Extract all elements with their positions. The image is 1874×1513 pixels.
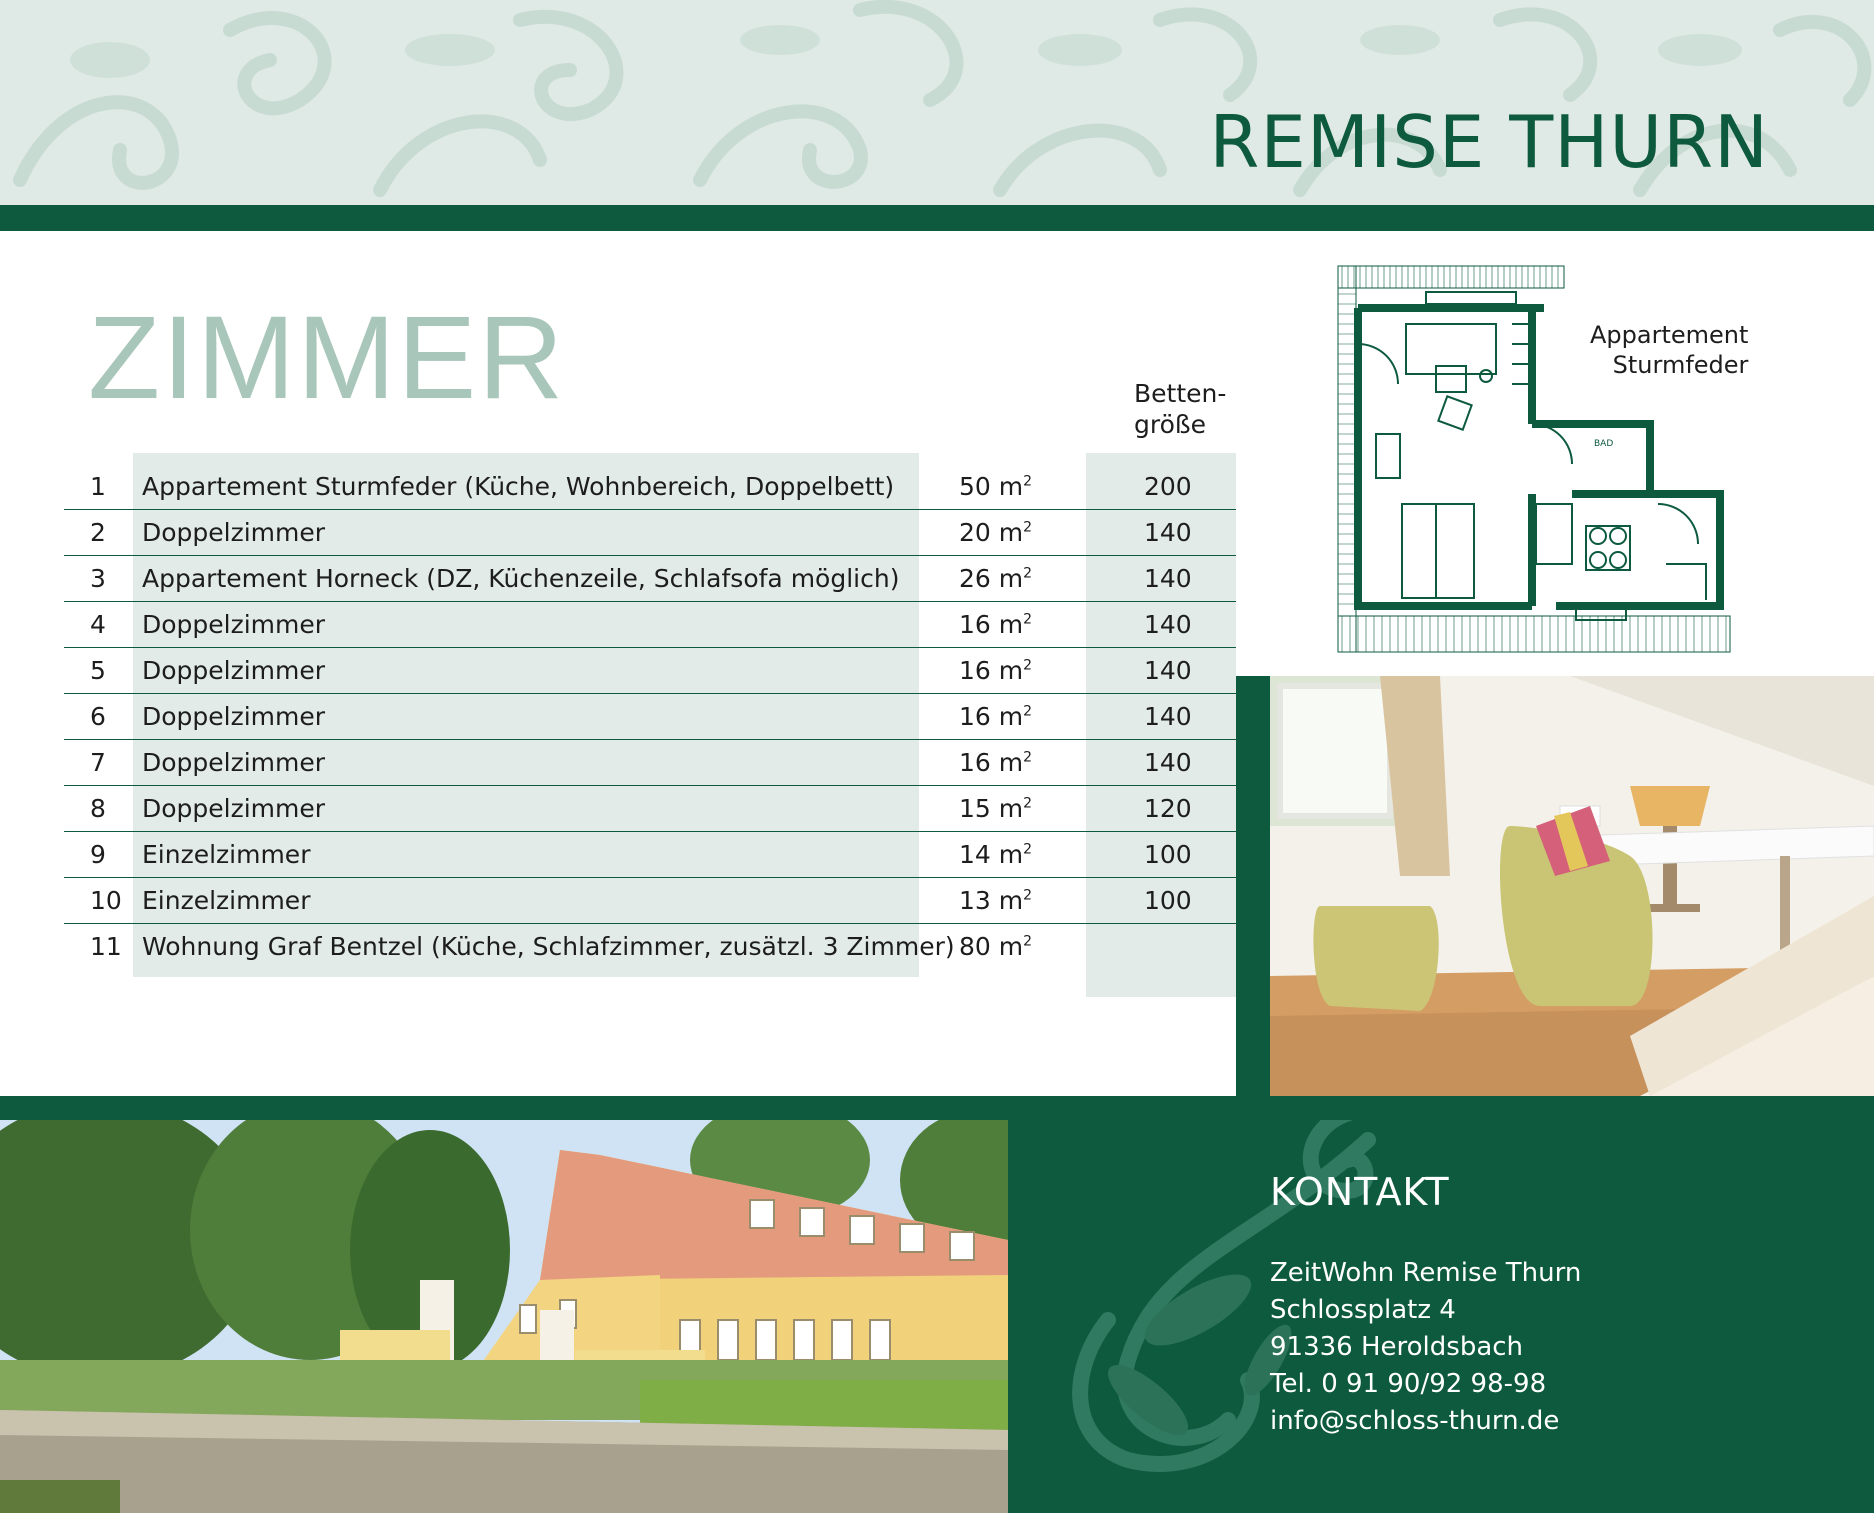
table-row [64,739,1236,786]
bed-size-text: 140 [1144,610,1192,639]
table-row [64,555,1236,602]
room-size [959,932,1032,961]
room-photo [1270,676,1874,1096]
room-description [142,518,325,547]
room-number [90,472,106,501]
room-size [959,702,1032,731]
building-photo [0,1120,1008,1513]
room-number-text: 11 [90,932,122,961]
room-size [959,518,1032,547]
room-description-text: Einzelzimmer [142,886,311,915]
room-description-text: Doppelzimmer [142,702,326,731]
room-number [90,840,106,869]
bed-size [1144,564,1192,593]
room-description [142,610,325,639]
room-description [142,932,955,961]
header-banner [0,0,1874,205]
room-description-text: Einzelzimmer [142,840,311,869]
room-description [142,702,325,731]
unit-superscript: 2 [1023,887,1033,904]
unit-superscript: 2 [1023,519,1033,536]
room-number [90,794,106,823]
contact-phone[interactable]: Tel. 0 91 90/92 98-98 [1270,1369,1547,1399]
bed-size [1144,656,1192,685]
floorplan-label-line1: Appartement [1590,321,1749,349]
room-number-text: 7 [90,748,106,777]
room-number-text: 1 [90,472,106,501]
room-size-text: 13 m [959,886,1024,915]
room-size [959,610,1032,639]
room-description-text: Appartement Sturmfeder (Küche, Wohnbereich, Doppelbett) [142,472,895,501]
table-row [64,647,1236,694]
room-number-text: 6 [90,702,106,731]
bed-size-text: 140 [1144,518,1192,547]
contact-details [1270,1255,1581,1440]
room-description [142,472,894,501]
room-description-text: Doppelzimmer [142,794,326,823]
bed-size [1144,840,1192,869]
bed-size [1144,518,1192,547]
room-description [142,794,325,823]
room-description-text: Doppelzimmer [142,656,326,685]
room-number [90,610,106,639]
room-number [90,702,106,731]
room-number [90,656,106,685]
bed-size [1144,748,1192,777]
floorplan-room-tag: BAD [1594,439,1614,449]
room-size [959,656,1032,685]
room-size-text: 16 m [959,748,1024,777]
room-size [959,886,1032,915]
bed-size [1144,794,1192,823]
floorplan-label [1590,320,1748,380]
room-number [90,748,106,777]
room-size-text: 80 m [959,932,1024,961]
brand-title: REMISE THURN [1209,100,1769,184]
room-description-text: Doppelzimmer [142,610,326,639]
room-number [90,886,122,915]
room-number-text: 3 [90,564,106,593]
room-description [142,656,325,685]
room-description-text: Doppelzimmer [142,518,326,547]
bed-size [1144,702,1192,731]
bed-header-line1: Betten- [1134,379,1227,408]
room-size-text: 16 m [959,610,1024,639]
room-number-text: 10 [90,886,122,915]
room-description [142,564,899,593]
section-title: ZIMMER [88,292,566,424]
room-number-text: 2 [90,518,106,547]
room-size [959,564,1032,593]
floorplan-label-line2: Sturmfeder [1612,351,1749,379]
bed-size-text: 200 [1144,472,1192,501]
room-size [959,748,1032,777]
header-divider-bar [0,205,1874,231]
unit-superscript: 2 [1023,565,1033,582]
bed-size-text: 140 [1144,656,1192,685]
room-size [959,794,1032,823]
bed-size-text: 100 [1144,886,1192,915]
unit-superscript: 2 [1023,611,1033,628]
room-description-text: Wohnung Graf Bentzel (Küche, Schlafzimmer, zusätzl. 3 Zimmer) [142,932,955,961]
bed-size-text: 120 [1144,794,1192,823]
bed-size-text: 140 [1144,702,1192,731]
room-description [142,886,310,915]
contact-city: 91336 Heroldsbach [1270,1332,1524,1362]
room-description-text: Doppelzimmer [142,748,326,777]
unit-superscript: 2 [1023,841,1033,858]
table-row [64,693,1236,740]
green-divider-strip [0,1096,1874,1120]
room-size-text: 14 m [959,840,1024,869]
bed-size [1144,886,1192,915]
room-size [959,840,1032,869]
bed-size-text: 140 [1144,564,1192,593]
building-photo-image [0,1120,1008,1513]
room-number [90,564,106,593]
contact-street: Schlossplatz 4 [1270,1295,1456,1325]
bed-size-column-header [1134,378,1226,440]
room-size-text: 16 m [959,702,1024,731]
room-number-text: 4 [90,610,106,639]
unit-superscript: 2 [1023,473,1033,490]
room-description-text: Appartement Horneck (DZ, Küchenzeile, Schlafsofa möglich) [142,564,900,593]
room-size-text: 15 m [959,794,1024,823]
table-row [64,831,1236,878]
bed-header-line2: größe [1134,410,1207,439]
room-size-text: 50 m [959,472,1024,501]
table-row [64,463,1236,510]
contact-title: KONTAKT [1270,1170,1450,1214]
room-number-text: 8 [90,794,106,823]
room-number-text: 9 [90,840,106,869]
unit-superscript: 2 [1023,933,1033,950]
table-row [64,877,1236,924]
room-size [959,472,1032,501]
bed-size [1144,610,1192,639]
contact-email[interactable]: info@schloss-thurn.de [1270,1406,1560,1436]
room-size-text: 26 m [959,564,1024,593]
room-number-text: 5 [90,656,106,685]
contact-name: ZeitWohn Remise Thurn [1270,1258,1582,1288]
table-row [64,923,1236,969]
room-size-text: 20 m [959,518,1024,547]
room-number [90,518,106,547]
unit-superscript: 2 [1023,749,1033,766]
unit-superscript: 2 [1023,703,1033,720]
bed-size-text: 100 [1144,840,1192,869]
room-photo-image [1270,676,1874,1096]
table-row [64,509,1236,556]
green-side-panel [1236,676,1270,1096]
table-row [64,785,1236,832]
unit-superscript: 2 [1023,657,1033,674]
table-row [64,601,1236,648]
room-size-text: 16 m [959,656,1024,685]
bed-size [1144,472,1192,501]
room-description [142,840,310,869]
bed-size-text: 140 [1144,748,1192,777]
room-description [142,748,325,777]
unit-superscript: 2 [1023,795,1033,812]
room-number [90,932,122,961]
